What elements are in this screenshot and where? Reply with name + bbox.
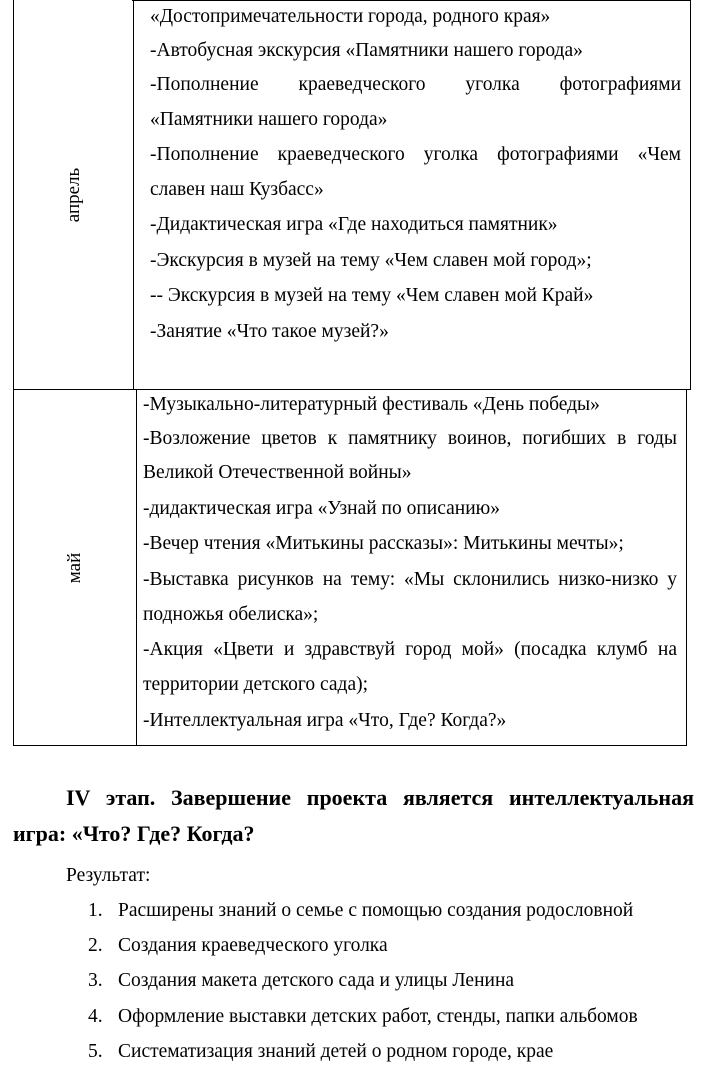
activities-cell-april [132, 0, 691, 390]
list-item [88, 1005, 638, 1029]
activity-line: славен наш Кузбасс» [150, 179, 324, 200]
list-item-text: Создания краеведческого уголка [118, 935, 388, 956]
list-item [88, 934, 388, 958]
activity-line: -Возложение цветов к памятнику воинов, погибших в годы [143, 428, 677, 449]
activity-line: -Интеллектуальная игра «Что, Где? Когда?» [143, 710, 507, 731]
month-label-may: май [64, 552, 85, 583]
activity-line: -Музыкально-литературный фестиваль «День победы» [143, 394, 600, 415]
month-cell-may [13, 390, 137, 746]
list-item-number: 4. [88, 1006, 103, 1027]
activity-line: -Пополнение краеведческого уголка фотографиями «Чем [150, 144, 681, 165]
list-item [88, 899, 633, 923]
activity-line: Великой Отечественной войны» [143, 462, 412, 483]
stage-heading-line-2: игра: «Что? Где? Когда? [13, 821, 255, 846]
may-table-row [13, 390, 687, 746]
activity-line: подножья обелиска»; [143, 604, 319, 625]
activity-line: -дидактическая игра «Узнай по описанию» [143, 498, 500, 519]
april-table-row [13, 0, 691, 390]
activity-line: «Достопримечательности города, родного края» [150, 6, 551, 27]
activity-line: -Экскурсия в музей на тему «Чем славен мой город»; [150, 250, 592, 271]
list-item-text: Оформление выставки детских работ, стенды, папки альбомов [118, 1006, 638, 1027]
activity-line: «Памятники нашего города» [150, 109, 388, 130]
month-label-april: апрель [62, 167, 84, 222]
activity-line: -Акция «Цвети и здравствуй город мой» (посадка клумб на [143, 639, 677, 660]
activity-line: -Занятие «Что такое музей?» [150, 321, 389, 342]
result-label: Результат: [66, 865, 151, 886]
list-item-text: Создания макета детского сада и улицы Ленина [118, 970, 515, 991]
list-item-text: Расширены знаний о семье с помощью создания родословной [118, 900, 634, 921]
list-item-number: 5. [88, 1041, 103, 1062]
activities-cell-may [135, 390, 687, 746]
activity-line: -Выставка рисунков на тему: «Мы склонились низко-низко у [143, 569, 677, 590]
activity-line: -- Экскурсия в музей на тему «Чем славен мой Край» [150, 285, 594, 306]
activity-line: -Вечер чтения «Митькины рассказы»: Митькины мечты»; [143, 533, 624, 554]
activity-line: -Пополнение краеведческого уголка фотографиями [150, 74, 681, 95]
list-item-number: 2. [88, 935, 103, 956]
stage-heading-line-1: IV этап. Завершение проекта является интеллектуальная [66, 785, 694, 810]
list-item-text: Систематизация знаний детей о родном городе, крае [118, 1041, 554, 1062]
activity-line: территории детского сада); [143, 674, 369, 695]
month-cell-april [13, 0, 134, 390]
activity-line: -Дидактическая игра «Где находиться памятник» [150, 214, 558, 235]
list-item-number: 1. [88, 900, 103, 921]
activity-line: -Автобусная экскурсия «Памятники нашего города» [150, 40, 583, 61]
list-item [88, 1040, 553, 1064]
list-item [88, 969, 514, 993]
list-item-number: 3. [88, 970, 103, 991]
